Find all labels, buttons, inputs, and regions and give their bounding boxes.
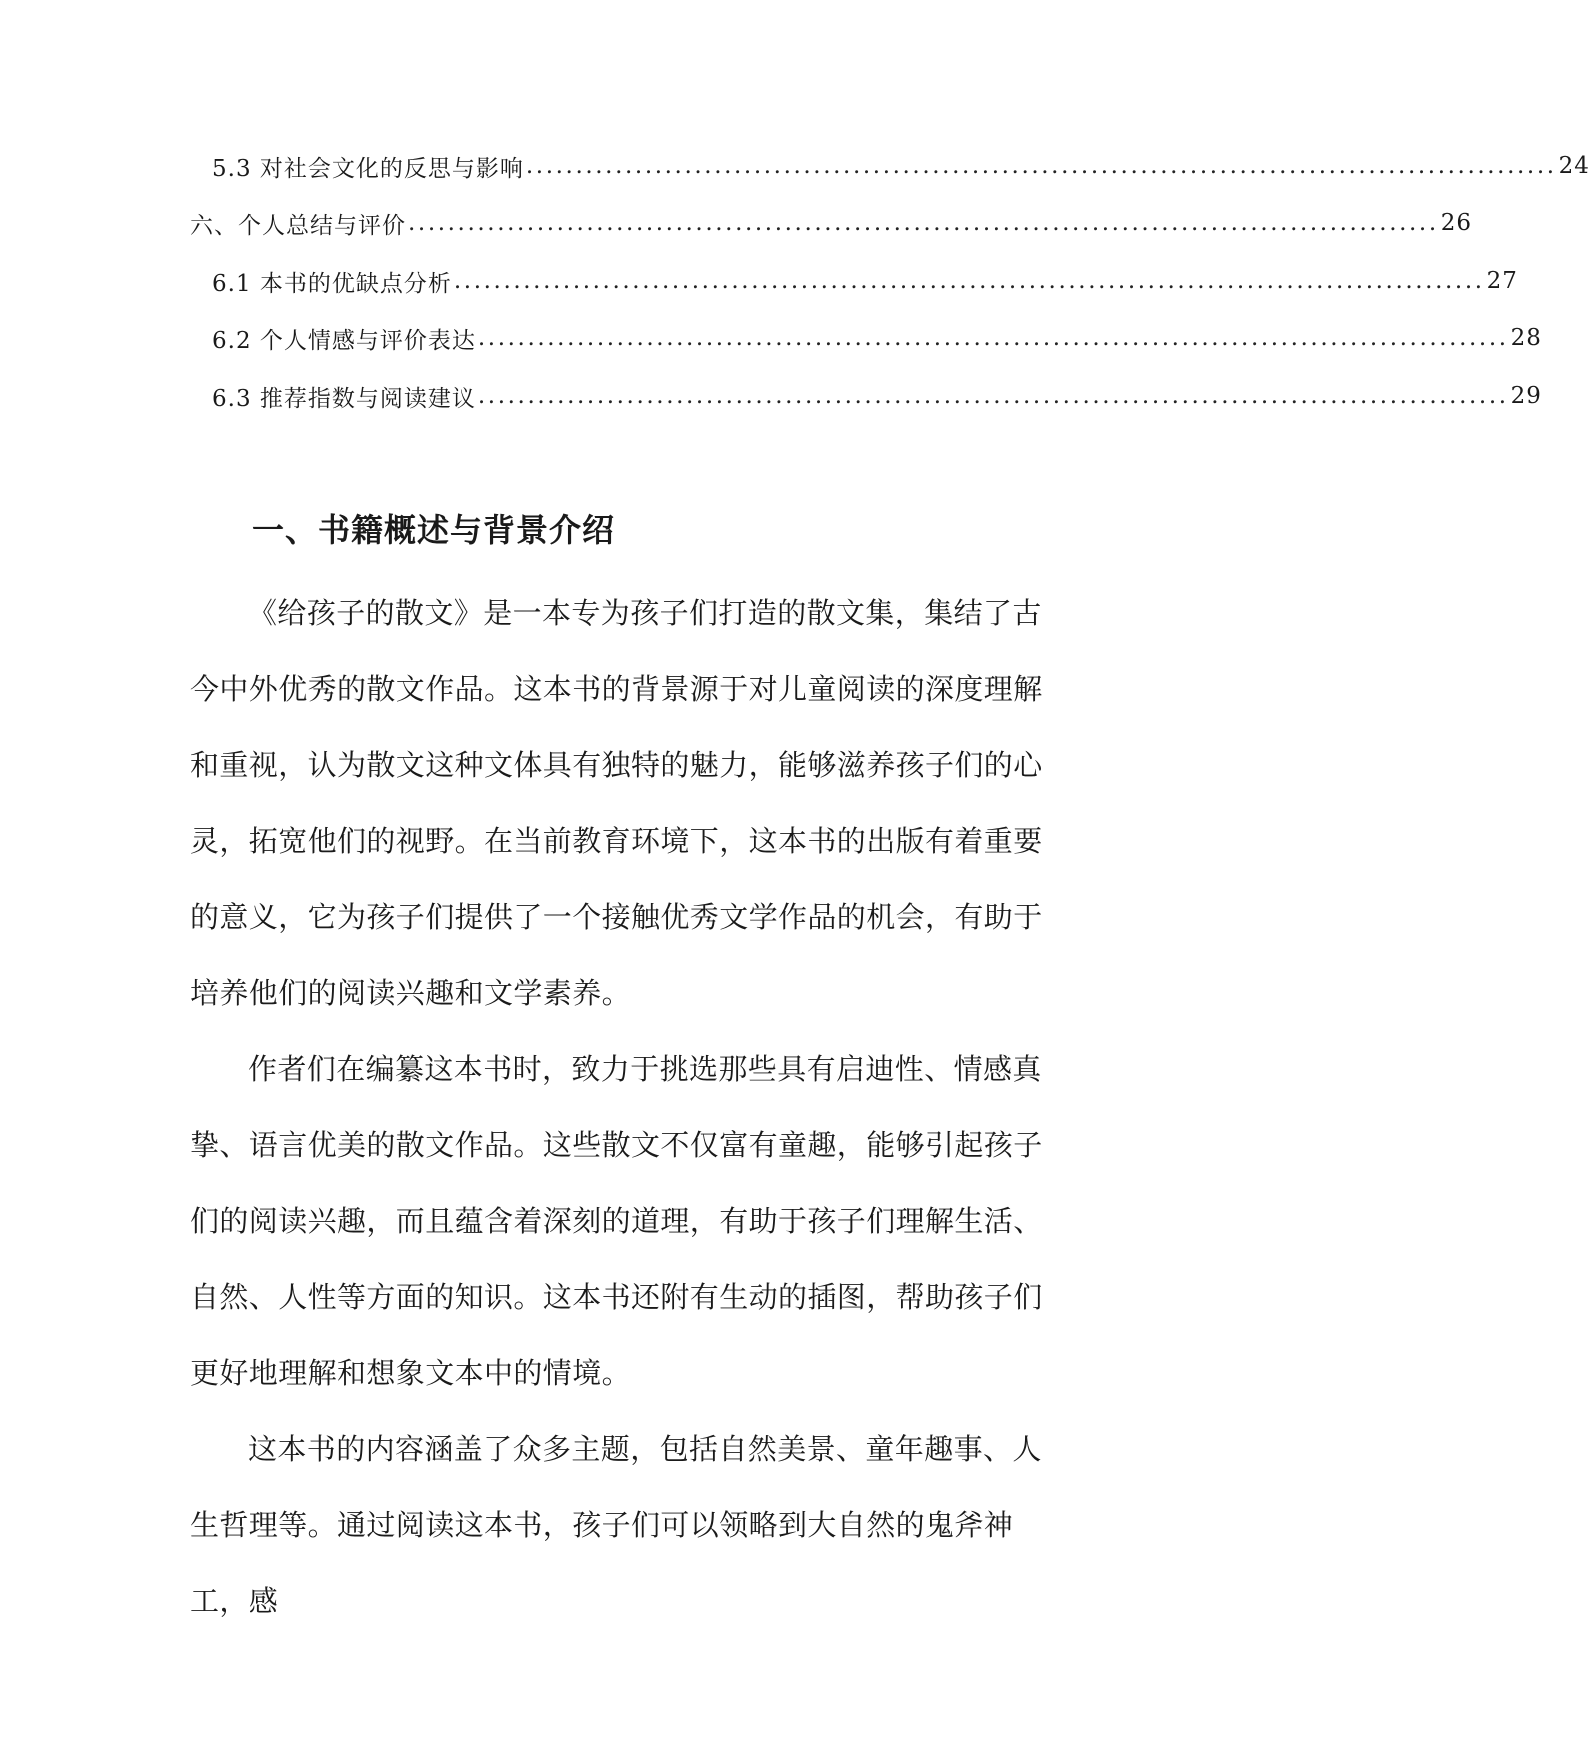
toc-entry-6-2[interactable] xyxy=(212,318,1542,358)
toc-entry-chapter-6[interactable] xyxy=(190,203,1473,243)
toc-entry-label: 6.1 本书的优缺点分析 xyxy=(212,270,452,297)
toc-leader-dots: ........................................................................................................ xyxy=(525,153,1557,179)
toc-entry-label: 5.3 对社会文化的反思与影响 xyxy=(212,155,524,182)
toc-entry-label: 6.3 推荐指数与阅读建议 xyxy=(212,385,476,412)
toc-entry-5-3[interactable] xyxy=(212,146,1590,186)
toc-entry-label: 六、个人总结与评价 xyxy=(190,212,406,239)
toc-page-number: 27 xyxy=(1486,268,1518,294)
toc-leader-dots: ........................................................................................................ xyxy=(477,383,1509,409)
body-paragraph: 《给孩子的散文》是一本专为孩子们打造的散文集，集结了古今中外优秀的散文作品。这本书的背景源于对儿童阅读的深度理解和重视，认为散文这种文体具有独特的魅力，能够滋养孩子们的心灵，拓宽他们的视野。在当前教育环境下，这本书的出版有着重要的意义，它为孩子们提供了一个接触优秀文学作品的机会，有助于培养他们的阅读兴趣和文学素养。 xyxy=(190,596,1043,1010)
toc-leader-dots: ........................................................................................................ xyxy=(477,325,1509,351)
toc-page-number: 26 xyxy=(1440,210,1473,236)
section-heading: 一、书籍概述与背景介绍 xyxy=(252,511,616,549)
body-paragraph: 这本书的内容涵盖了众多主题，包括自然美景、童年趣事、人生哲理等。通过阅读这本书，孩子们可以领略到大自然的鬼斧神工，感 xyxy=(190,1432,1042,1618)
toc-page-number: 24 xyxy=(1558,153,1590,179)
toc-page-number: 29 xyxy=(1510,383,1542,409)
toc-leader-dots: ........................................................................................................ xyxy=(408,210,1439,236)
toc-page-number: 28 xyxy=(1510,325,1542,351)
body-paragraph: 作者们在编纂这本书时，致力于挑选那些具有启迪性、情感真挚、语言优美的散文作品。这些散文不仅富有童趣，能够引起孩子们的阅读兴趣，而且蕴含着深刻的道理，有助于孩子们理解生活、自然、人性等方面的知识。这本书还附有生动的插图，帮助孩子们更好地理解和想象文本中的情境。 xyxy=(190,1052,1043,1390)
toc-leader-dots: ........................................................................................................ xyxy=(453,268,1485,294)
toc-entry-label: 6.2 个人情感与评价表达 xyxy=(212,327,476,354)
toc-entry-6-1[interactable] xyxy=(212,261,1518,301)
toc-entry-6-3[interactable] xyxy=(212,376,1542,416)
